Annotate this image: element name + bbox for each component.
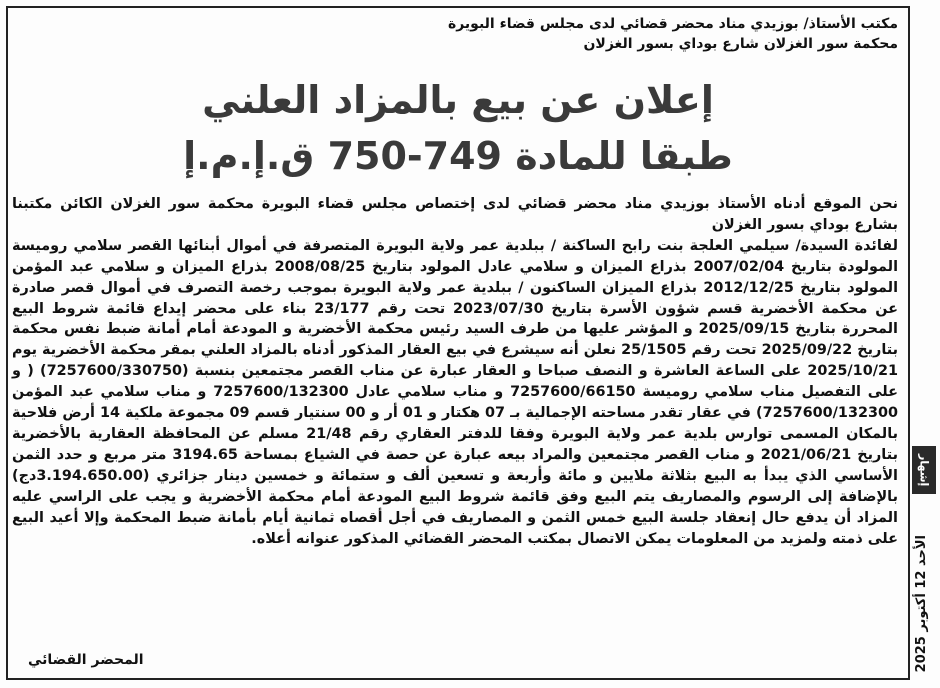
notice-title: إعلان عن بيع بالمزاد العلني xyxy=(202,78,714,122)
notice-subtitle: طبقا للمادة 749-750 ق.إ.م.إ xyxy=(183,134,733,178)
page-side-strip xyxy=(912,6,936,680)
office-header-line-2: محكمة سور الغزلان شارع بوداي بسور الغزلان xyxy=(583,36,898,52)
legal-notice-ad xyxy=(6,6,910,680)
notice-paragraph-details: لفائدة السيدة/ سيلمي العلجة بنت رابح الساكنة / ببلدية عمر ولاية البويرة المتصرفة في أموال أبنائها القصر سلامي روميسة المولودة بتاريخ 2007/02/04 بذراع الميزان و سلامي عادل المولود بتاريخ 2008/08/25 بذراع الميزان و سلامي عبد المؤمن المولود بتاريخ 2012/12/25 بذراع الميزان الساكنون / ببلدية عمر ولاية البويرة بموجب رخصة التصرف في أموال قصر صادرة عن محكمة الأخضرية قسم شؤون الأسرة بتاريخ 2023/07/30 تحت رقم 23/177 بناء على محضر إيداع قائمة شروط البيع المحررة بتاريخ 2025/09/15 و المؤشر عليها من طرف السيد رئيس محكمة الأخضرية و المودعة أمام أمانة ضبط نفس محكمة بتاريخ 2025/09/22 تحت رقم 25/1505 نعلن أنه سيشرع في بيع العقار المذكور أدناه بالمزاد العلني بمقر محكمة الأخضرية يوم 2025/10/21 على الساعة العاشرة و النصف صباحا و العقار عبارة عن مناب القصر مجتمعين بنسبة (7257600/330750) ( و على التفصيل مناب سلامي روميسة 7257600/66150 و مناب سلامي عادل 7257600/132300 و مناب سلامي عبد المؤمن 7257600/132300) في عقار تقدر مساحته الإجمالية بـ 07 هكتار و 01 أر و 00 سنتيار قسم 09 مجموعة ملكية 14 أرض فلاحية بالمكان المسمى توارس بلدية عمر ولاية البويرة وفقا للدفتر العقاري رقم 21/48 مسلم عن المحافظة العقارية بالأخضرية بتاريخ 2021/06/21 و مناب القصر مجتمعين والمراد بيعه عبارة عن حصة في الشياع بمساحة 3194.65 متر مربع و حدد الثمن الأساسي الذي يبدأ به البيع بثلاثة ملايين و مائة وأربعة و تسعين ألف و ستمائة و خمسين دينار جزائري (3.194.650.00دج) بالإضافة إلى الرسوم والمصاريف يتم البيع وفق قائمة شروط البيع المودعة أمام محكمة الأخضرية و يجب على الراسي عليه المزاد أن يدفع حال إنعقاد جلسة البيع خمس الثمن و المصاريف في أجل أقصاه ثمانية أيام بأمانة ضبط المحكمة وإلا أعيد البيع على ذمته ولمزيد من المعلومات يمكن الاتصال بمكتب المحضر القضائي المذكور عنوانه أعلاه. xyxy=(12,237,899,547)
notice-body xyxy=(12,194,898,549)
bailiff-signature: المحضر القضائي xyxy=(28,652,144,668)
office-header-line-1: مكتب الأستاذ/ بوزيدي مناد محضر قضائي لدى مجلس قضاء البويرة xyxy=(447,16,898,32)
notice-paragraph-intro: نحن الموقع أدناه الأستاذ بوزيدي مناد محضر قضائي لدى إختصاص مجلس قضاء البويرة محكمة سور الغزلان الكائن مكتبنا بشارع بوداي بسور الغزلان xyxy=(12,196,898,233)
section-tab: إشهار xyxy=(912,446,936,494)
office-header xyxy=(338,14,898,54)
issue-date: الأحد 12 أكتوبر 2025 xyxy=(914,534,929,672)
